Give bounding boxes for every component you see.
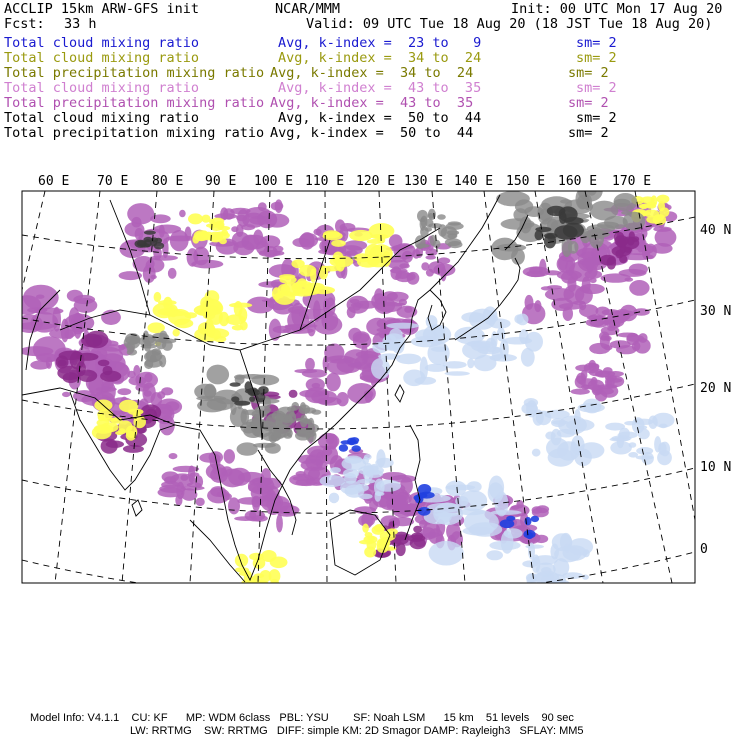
legend-field-6: Total cloud mixing ratio: [4, 110, 200, 126]
valid-time: Valid: 09 UTC Tue 18 Aug 20 (18 JST Tue 18 Aug 20): [306, 16, 713, 32]
lon-label-150e: 150 E: [506, 174, 546, 189]
lat-label-equator: 0: [700, 542, 708, 557]
legend-range-6: Avg, k-index = 50 to 44: [278, 110, 482, 126]
lon-label-170e: 170 E: [612, 174, 652, 189]
legend-range-2: Avg, k-index = 34 to 24: [278, 50, 482, 66]
lon-label-110e: 110 E: [305, 174, 345, 189]
lat-label-40n: 40 N: [700, 223, 732, 238]
legend-smooth-6: sm= 2: [576, 110, 617, 126]
legend-range-3: Avg, k-index = 34 to 24: [270, 65, 474, 81]
model-info-line2: LW: RRTMG SW: RRTMG DIFF: simple KM: 2D Smagor DAMP: Rayleigh3 SFLAY: MM5: [130, 725, 584, 737]
legend-field-5: Total precipitation mixing ratio: [4, 95, 265, 111]
legend-smooth-1: sm= 2: [576, 35, 617, 51]
plot-title: ACCLIP 15km ARW-GFS init: [4, 1, 200, 17]
legend-field-3: Total precipitation mixing ratio: [4, 65, 265, 81]
forecast-label: Fcst:: [4, 16, 45, 32]
cloud-field-layer: [13, 181, 677, 591]
legend-smooth-7: sm= 2: [568, 125, 609, 141]
legend-range-1: Avg, k-index = 23 to 9: [278, 35, 482, 51]
model-info-line1: Model Info: V4.1.1 CU: KF MP: WDM 6class PBL: YSU SF: Noah LSM 15 km 51 levels 90 sec: [30, 712, 574, 724]
legend-field-1: Total cloud mixing ratio: [4, 35, 200, 51]
legend-field-2: Total cloud mixing ratio: [4, 50, 200, 66]
lon-label-160e: 160 E: [558, 174, 598, 189]
lon-label-70e: 70 E: [97, 174, 129, 189]
legend-smooth-5: sm= 2: [568, 95, 609, 111]
init-time: Init: 00 UTC Mon 17 Aug 20: [511, 1, 723, 17]
lon-label-130e: 130 E: [404, 174, 444, 189]
legend-range-5: Avg, k-index = 43 to 35: [270, 95, 474, 111]
lat-label-30n: 30 N: [700, 304, 732, 319]
legend-smooth-3: sm= 2: [568, 65, 609, 81]
lon-label-80e: 80 E: [152, 174, 184, 189]
legend-field-4: Total cloud mixing ratio: [4, 80, 200, 96]
lon-label-100e: 100 E: [254, 174, 294, 189]
legend-range-4: Avg, k-index = 43 to 35: [278, 80, 482, 96]
lat-label-10n: 10 N: [700, 460, 732, 475]
lat-label-20n: 20 N: [700, 381, 732, 396]
legend-field-7: Total precipitation mixing ratio: [4, 125, 265, 141]
lon-label-140e: 140 E: [454, 174, 494, 189]
lon-label-60e: 60 E: [38, 174, 70, 189]
legend-range-7: Avg, k-index = 50 to 44: [270, 125, 474, 141]
forecast-hours: 33 h: [64, 16, 97, 32]
org-label: NCAR/MMM: [275, 1, 341, 17]
lon-label-90e: 90 E: [205, 174, 237, 189]
legend-smooth-4: sm= 2: [576, 80, 617, 96]
lon-label-120e: 120 E: [356, 174, 396, 189]
legend-smooth-2: sm= 2: [576, 50, 617, 66]
